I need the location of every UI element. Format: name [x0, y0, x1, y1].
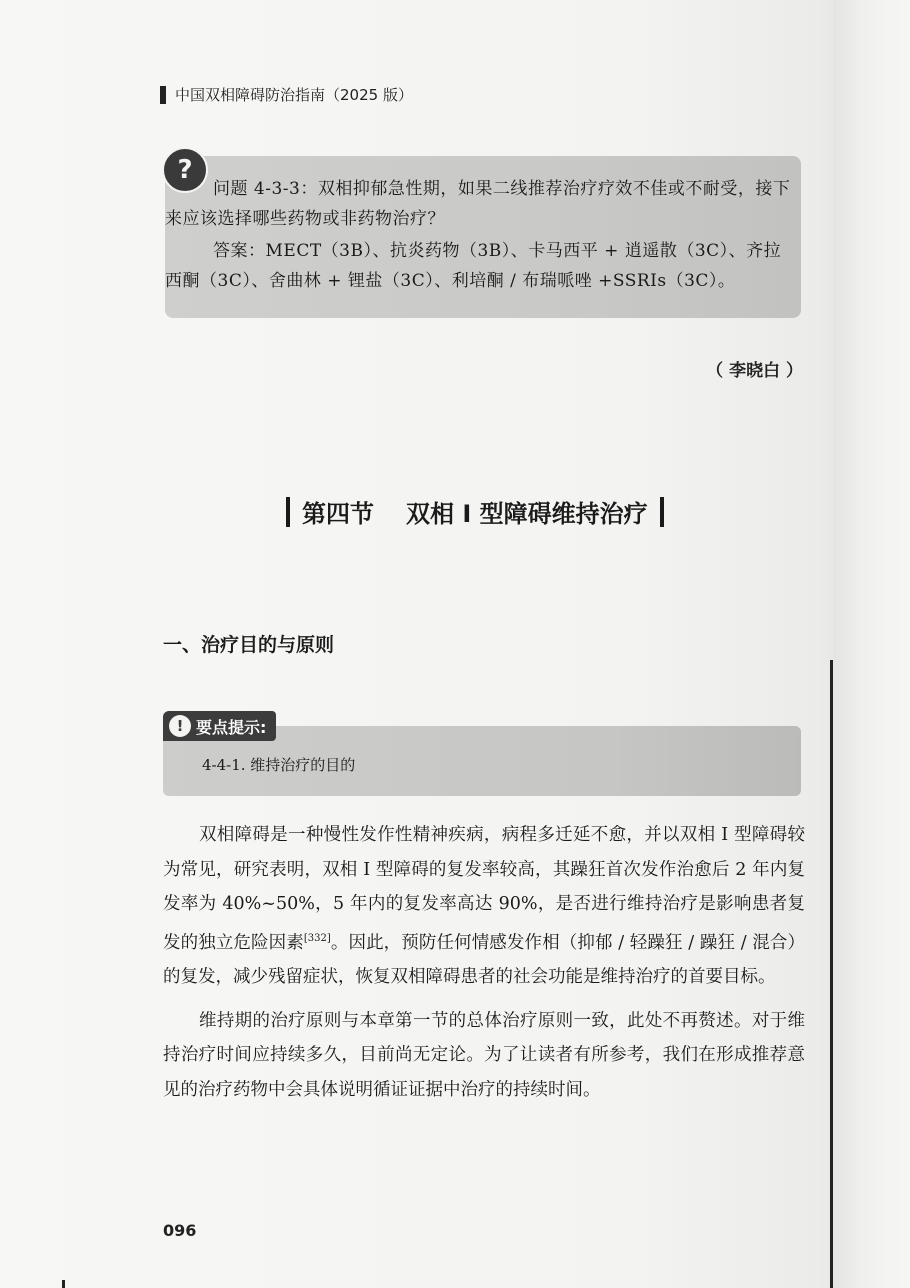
- page-number: 096: [163, 1221, 197, 1240]
- section-number: 第四节: [302, 500, 374, 528]
- key-points-label: 要点提示:: [196, 717, 267, 737]
- section-heading: 双相 I 型障碍维持治疗: [406, 500, 648, 528]
- paragraph-2: 维持期的治疗原则与本章第一节的总体治疗原则一致，此处不再赘述。对于维持治疗时间应持续多久，目前尚无定论。为了让读者有所参考，我们在形成推荐意见的治疗药物中会具体说明循证证据中治疗的持续时间。: [163, 1010, 805, 1100]
- book-spine-shadow: [833, 0, 910, 1288]
- key-point-item: 4-4-1. 维持治疗的目的: [202, 756, 356, 774]
- subsection-title: 一、治疗目的与原则: [163, 634, 335, 656]
- section-title-right-bar: [660, 497, 664, 527]
- answer-text: 答案：MECT（3B）、抗炎药物（3B）、卡马西平 + 逍遥散（3C）、齐拉西酮（3C）、舍曲林 + 锂盐（3C）、利培酮 / 布瑞哌唑 +SSRIs（3C）。: [165, 241, 782, 291]
- author-credit: （ 李晓白 ）: [706, 361, 803, 381]
- question-mark-icon: ?: [162, 147, 208, 193]
- question-text: 问题 4-3-3：双相抑郁急性期，如果二线推荐治疗疗效不佳或不耐受，接下来应该选择哪些药物或非药物治疗？: [165, 179, 791, 229]
- section-title: [274, 494, 676, 529]
- exclamation-icon: !: [169, 715, 191, 737]
- running-header: [160, 84, 413, 105]
- running-title: 中国双相障碍防治指南（2025 版）: [175, 86, 413, 104]
- header-bar: [160, 86, 166, 104]
- paragraph-1-part-a: 双相障碍是一种慢性发作性精神疾病，病程多迁延不愈，并以双相 I 型障碍较为常见，研究表明，双相 I 型障碍的复发率较高，其躁狂首次发作治愈后 2 年内复发率为 40%~50%，5 年内的复发率高达 90%，是否进行维持治疗是影响患者复发的独立危险因素: [163, 825, 805, 953]
- paragraph-1: [163, 818, 805, 995]
- corner-mark: [62, 1280, 65, 1288]
- citation-ref: [332]: [303, 932, 331, 944]
- question-box-text: [165, 174, 795, 296]
- key-points-tag: [163, 711, 276, 741]
- paragraph-1-part-b: 。因此，预防任何情感发作相（抑郁 / 轻躁狂 / 躁狂 / 混合）的复发，减少残留症状，恢复双相障碍患者的社会功能是维持治疗的首要目标。: [163, 932, 805, 987]
- section-title-left-bar: [286, 497, 290, 527]
- book-spine-edge: [830, 660, 833, 1288]
- body-text: [163, 818, 805, 1116]
